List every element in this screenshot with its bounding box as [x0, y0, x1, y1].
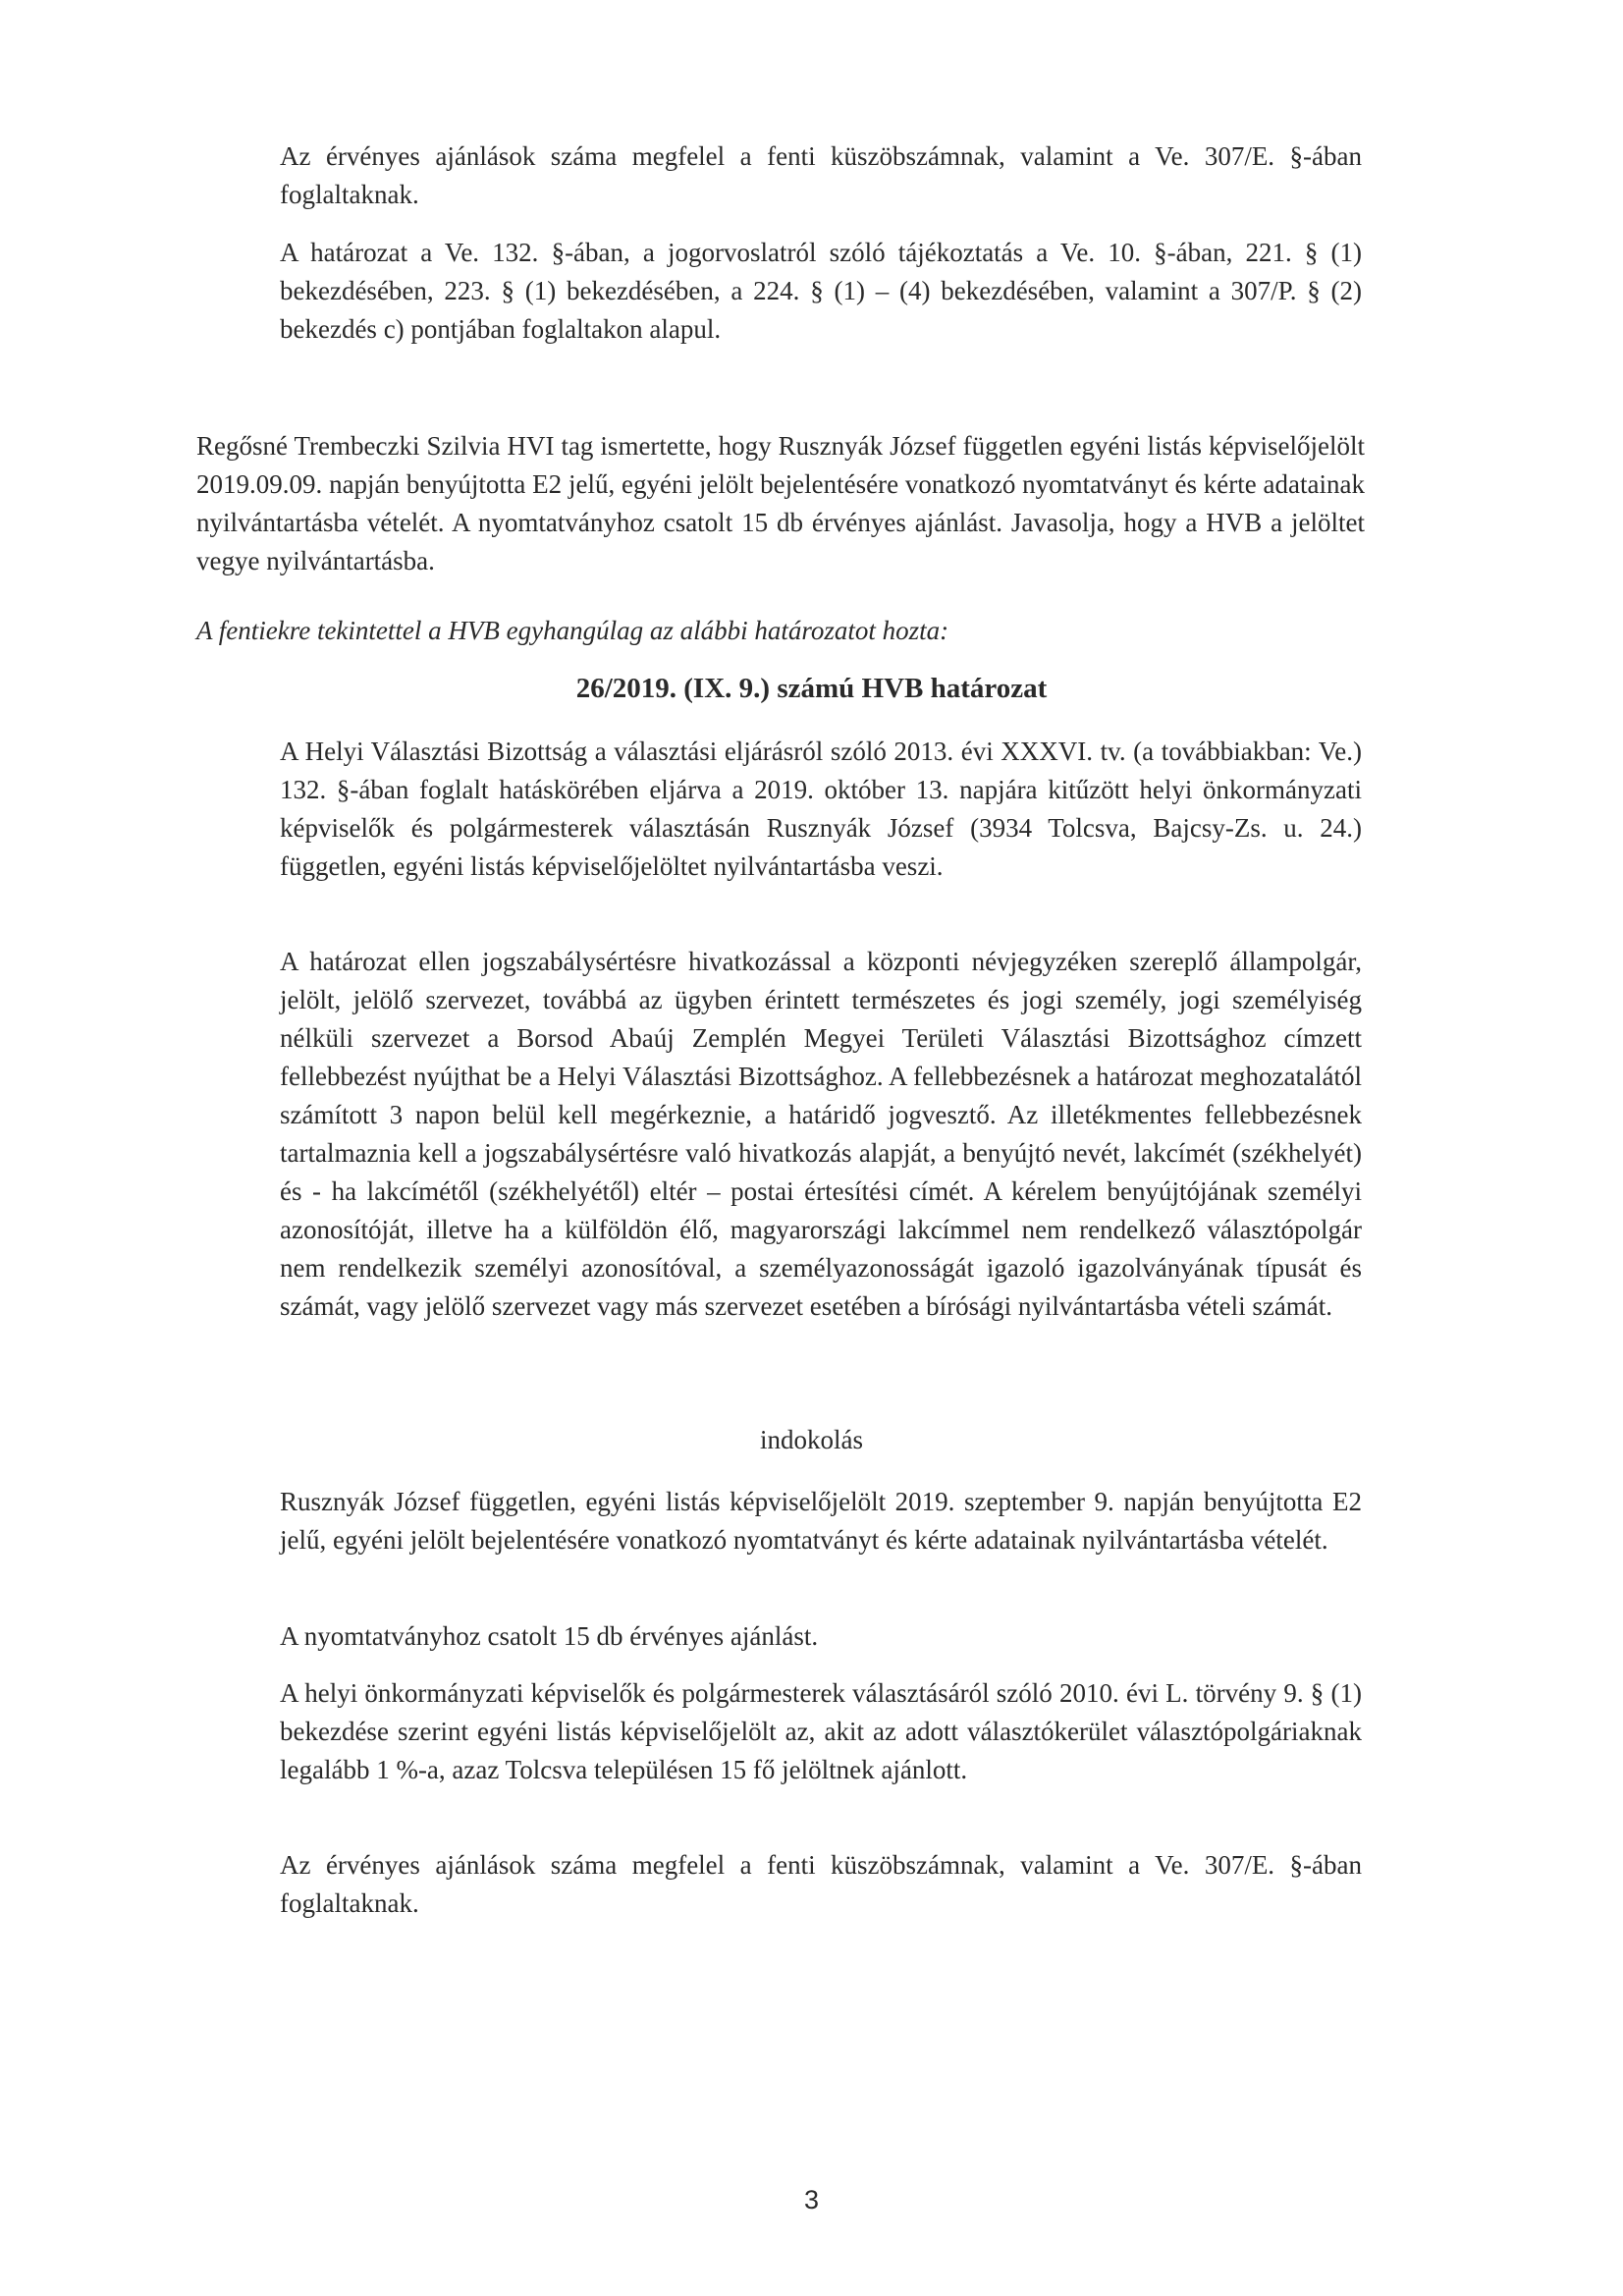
- paragraph-member-report: Regősné Trembeczki Szilvia HVI tag ismertette, hogy Rusznyák József független egyéni listás képviselőjelölt 2019.09.09. napján benyújtotta E2 jelű, egyéni jelölt bejelentésére vonatkozó nyomtatványt és kérte adatainak nyilvántartásba vételét. A nyomtatványhoz csatolt 15 db érvényes ajánlást. Javasolja, hogy a HVB a jelöltet vegye nyilvántartásba.: [196, 431, 1365, 575]
- paragraph-resolution-text: A Helyi Választási Bizottság a választási eljárásról szóló 2013. évi XXXVI. tv. (a továbbiakban: Ve.) 132. §-ában foglalt hatáskörében eljárva a 2019. október 13. napjára kitűzött helyi önkormányzati képviselők és polgármesterek választásán Rusznyák József (3934 Tolcsva, Bajcsy-Zs. u. 24.) független, egyéni listás képviselőjelöltet nyilvántartásba veszi.: [280, 737, 1362, 881]
- resolution-title: 26/2019. (IX. 9.) számú HVB határozat: [575, 673, 1048, 704]
- paragraph-appeal-information: A határozat ellen jogszabálysértésre hivatkozással a központi névjegyzéken szereplő állampolgár, jelölt, jelölő szervezet, továbbá az ügyben érintett természetes és jogi személy, jogi személyiség nélküli szervezet a Borsod Abaúj Zemplén Megyei Területi Választási Bizottsághoz címzett fellebbezést nyújthat be a Helyi Választási Bizottsághoz. A fellebbezésnek a határozat meghozatalától számított 3 napon belül kell megérkeznie, a határidő jogvesztő. Az illetékmentes fellebbezésnek tartalmaznia kell a jogszabálysértésre való hivatkozás alapját, a benyújtó nevét, lakcímét (székhelyét) és - ha lakcímétől (székhelyétől) eltér – postai értesítési címét. A kérelem benyújtójának személyi azonosítóját, illetve ha a külföldön élő, magyarországi lakcímmel nem rendelkező választópolgár nem rendelkezik személyi azonosítóval, a személyazonosságát igazoló igazolványának típusát és számát, vagy jelölő szervezet vagy más szervezet esetében a bírósági nyilvántartásba vételi számát.: [280, 947, 1362, 1321]
- paragraph-legal-basis: A határozat a Ve. 132. §-ában, a jogorvoslatról szóló tájékoztatás a Ve. 10. §-ában, 221. § (1) bekezdésében, 223. § (1) bekezdésében, a 224. § (1) – (4) bekezdésében, valamint a 307/P. § (2) bekezdés c) pontjában foglaltakon alapul.: [280, 238, 1362, 344]
- decision-intro: A fentiekre tekintettel a HVB egyhangúlag az alábbi határozatot hozta:: [196, 616, 949, 645]
- paragraph-reasoning-submission: Rusznyák József független, egyéni listás képviselőjelölt 2019. szeptember 9. napján benyújtotta E2 jelű, egyéni jelölt bejelentésére vonatkozó nyomtatványt és kérte adatainak nyilvántartásba vételét.: [280, 1487, 1362, 1555]
- page-number: 3: [803, 2185, 820, 2214]
- paragraph-threshold-conformity: Az érvényes ajánlások száma megfelel a fenti küszöbszámnak, valamint a Ve. 307/E. §-ában foglaltaknak.: [280, 141, 1362, 209]
- paragraph-reasoning-law: A helyi önkormányzati képviselők és polgármesterek választásáról szóló 2010. évi L. törvény 9. § (1) bekezdése szerint egyéni listás képviselőjelölt az, akit az adott választókerület választópolgáriaknak legalább 1 %-a, azaz Tolcsva településen 15 fő jelöltnek ajánlott.: [280, 1678, 1362, 1784]
- reasoning-heading: indokolás: [760, 1425, 863, 1454]
- paragraph-reasoning-conclusion: Az érvényes ajánlások száma megfelel a fenti küszöbszámnak, valamint a Ve. 307/E. §-ában foglaltaknak.: [280, 1850, 1362, 1918]
- paragraph-reasoning-recommendations: A nyomtatványhoz csatolt 15 db érvényes ajánlást.: [280, 1621, 819, 1651]
